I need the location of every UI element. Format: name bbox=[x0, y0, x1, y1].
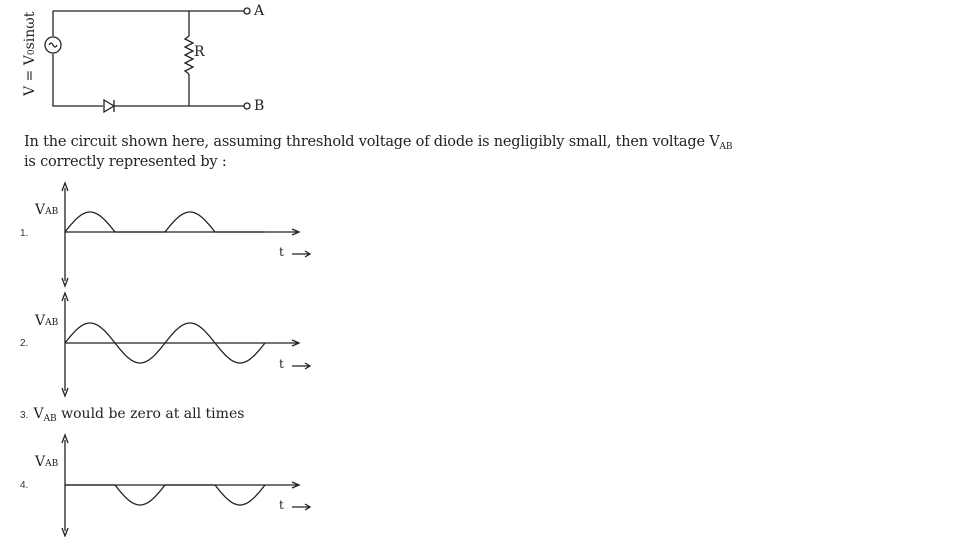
y-axis bbox=[62, 183, 68, 286]
option-3[interactable]: 3. VAB would be zero at all times bbox=[20, 406, 245, 424]
option-2-number[interactable]: 2. bbox=[20, 338, 29, 349]
circuit-wires bbox=[53, 11, 244, 106]
waveform bbox=[65, 212, 265, 232]
option-4-axis-label: VAB bbox=[35, 454, 59, 470]
option-4-number[interactable]: 4. bbox=[20, 480, 29, 491]
ac-wave-icon bbox=[49, 43, 57, 47]
source-label: V = V0sinωt bbox=[22, 11, 38, 96]
option-1-graph bbox=[62, 183, 299, 286]
circuit-diagram bbox=[45, 8, 250, 112]
option-2-time-label: t bbox=[279, 357, 284, 371]
diode-icon bbox=[104, 100, 114, 112]
resistor-icon bbox=[185, 36, 193, 74]
terminal-a-label: A bbox=[254, 3, 265, 19]
option-4-graph bbox=[62, 435, 299, 536]
option-2-axis-label: VAB bbox=[35, 313, 59, 329]
option-1-axis-label: VAB bbox=[35, 202, 59, 218]
option-2-graph bbox=[62, 293, 299, 396]
time-arrows bbox=[292, 251, 310, 510]
resistor-label: R bbox=[194, 44, 205, 60]
question-text: In the circuit shown here, assuming threshold voltage of diode is negligibly small, then voltage $V_{AB}$ is correctly represented by : bbox=[24, 134, 733, 170]
option-1-time-label: t bbox=[279, 245, 284, 259]
option-1-number[interactable]: 1. bbox=[20, 228, 29, 239]
option-4-time-label: t bbox=[279, 498, 284, 512]
waveform bbox=[65, 485, 265, 505]
y-axis bbox=[62, 293, 68, 396]
terminal-a-icon bbox=[244, 8, 250, 14]
terminal-b-label: B bbox=[254, 98, 265, 114]
terminal-b-icon bbox=[244, 103, 250, 109]
